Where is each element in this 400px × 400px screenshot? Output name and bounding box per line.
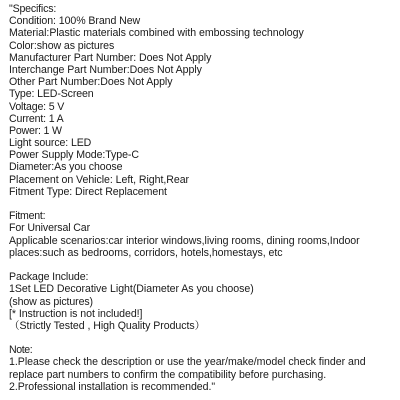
spec-current: Current: 1 A <box>9 112 64 125</box>
package-item-light: 1Set LED Decorative Light(Diameter As you choose) <box>9 283 254 296</box>
specifics-section <box>9 3 399 198</box>
fitment-section <box>9 210 399 259</box>
note-item-1-continued: replace part numbers to confirm the compatibility before purchasing. <box>9 368 327 381</box>
product-description <box>9 3 399 393</box>
note-section <box>9 344 399 393</box>
spec-type: Type: LED-Screen <box>9 88 94 101</box>
spec-other-part-number: Other Part Number:Does Not Apply <box>9 76 173 89</box>
note-heading: Note: <box>9 344 33 357</box>
fitment-heading: Fitment: <box>9 210 46 223</box>
package-item-instruction-note: [* Instruction is not included!] <box>9 307 143 320</box>
spec-placement: Placement on Vehicle: Left, Right,Rear <box>9 173 190 186</box>
fitment-scenarios-continued: places:such as bedrooms, corridors, hotels,homestays, etc <box>9 246 283 259</box>
fitment-universal-car: For Universal Car <box>9 222 90 235</box>
spec-power-supply-mode: Power Supply Mode:Type-C <box>9 149 139 162</box>
section-spacer <box>9 332 399 344</box>
spec-color: Color:show as pictures <box>9 39 115 52</box>
spec-fitment-type: Fitment Type: Direct Replacement <box>9 185 167 198</box>
note-item-1: 1.Please check the description or use the year/make/model check finder and <box>9 356 366 369</box>
section-spacer <box>9 198 399 210</box>
spec-condition: Condition: 100% Brand New <box>9 15 141 28</box>
spec-material: Material:Plastic materials combined with embossing technology <box>9 27 304 40</box>
note-item-2: 2.Professional installation is recommended." <box>9 380 216 393</box>
spec-manufacturer-part-number: Manufacturer Part Number: Does Not Apply <box>9 51 212 64</box>
spec-power: Power: 1 W <box>9 124 62 137</box>
package-item-pictures-note: (show as pictures) <box>9 295 93 308</box>
spec-light-source: Light source: LED <box>9 137 92 150</box>
spec-voltage: Voltage: 5 V <box>9 100 65 113</box>
package-item-quality-note: （Strictly Tested , High Quality Products） <box>9 319 206 332</box>
package-heading: Package Include: <box>9 271 89 284</box>
section-spacer <box>9 259 399 271</box>
package-section <box>9 271 399 332</box>
spec-diameter: Diameter:As you choose <box>9 161 123 174</box>
fitment-scenarios: Applicable scenarios:car interior windows,living rooms, dining rooms,Indoor <box>9 234 360 247</box>
spec-interchange-part-number: Interchange Part Number:Does Not Apply <box>9 63 202 76</box>
specifics-heading: "Specifics: <box>9 3 57 15</box>
